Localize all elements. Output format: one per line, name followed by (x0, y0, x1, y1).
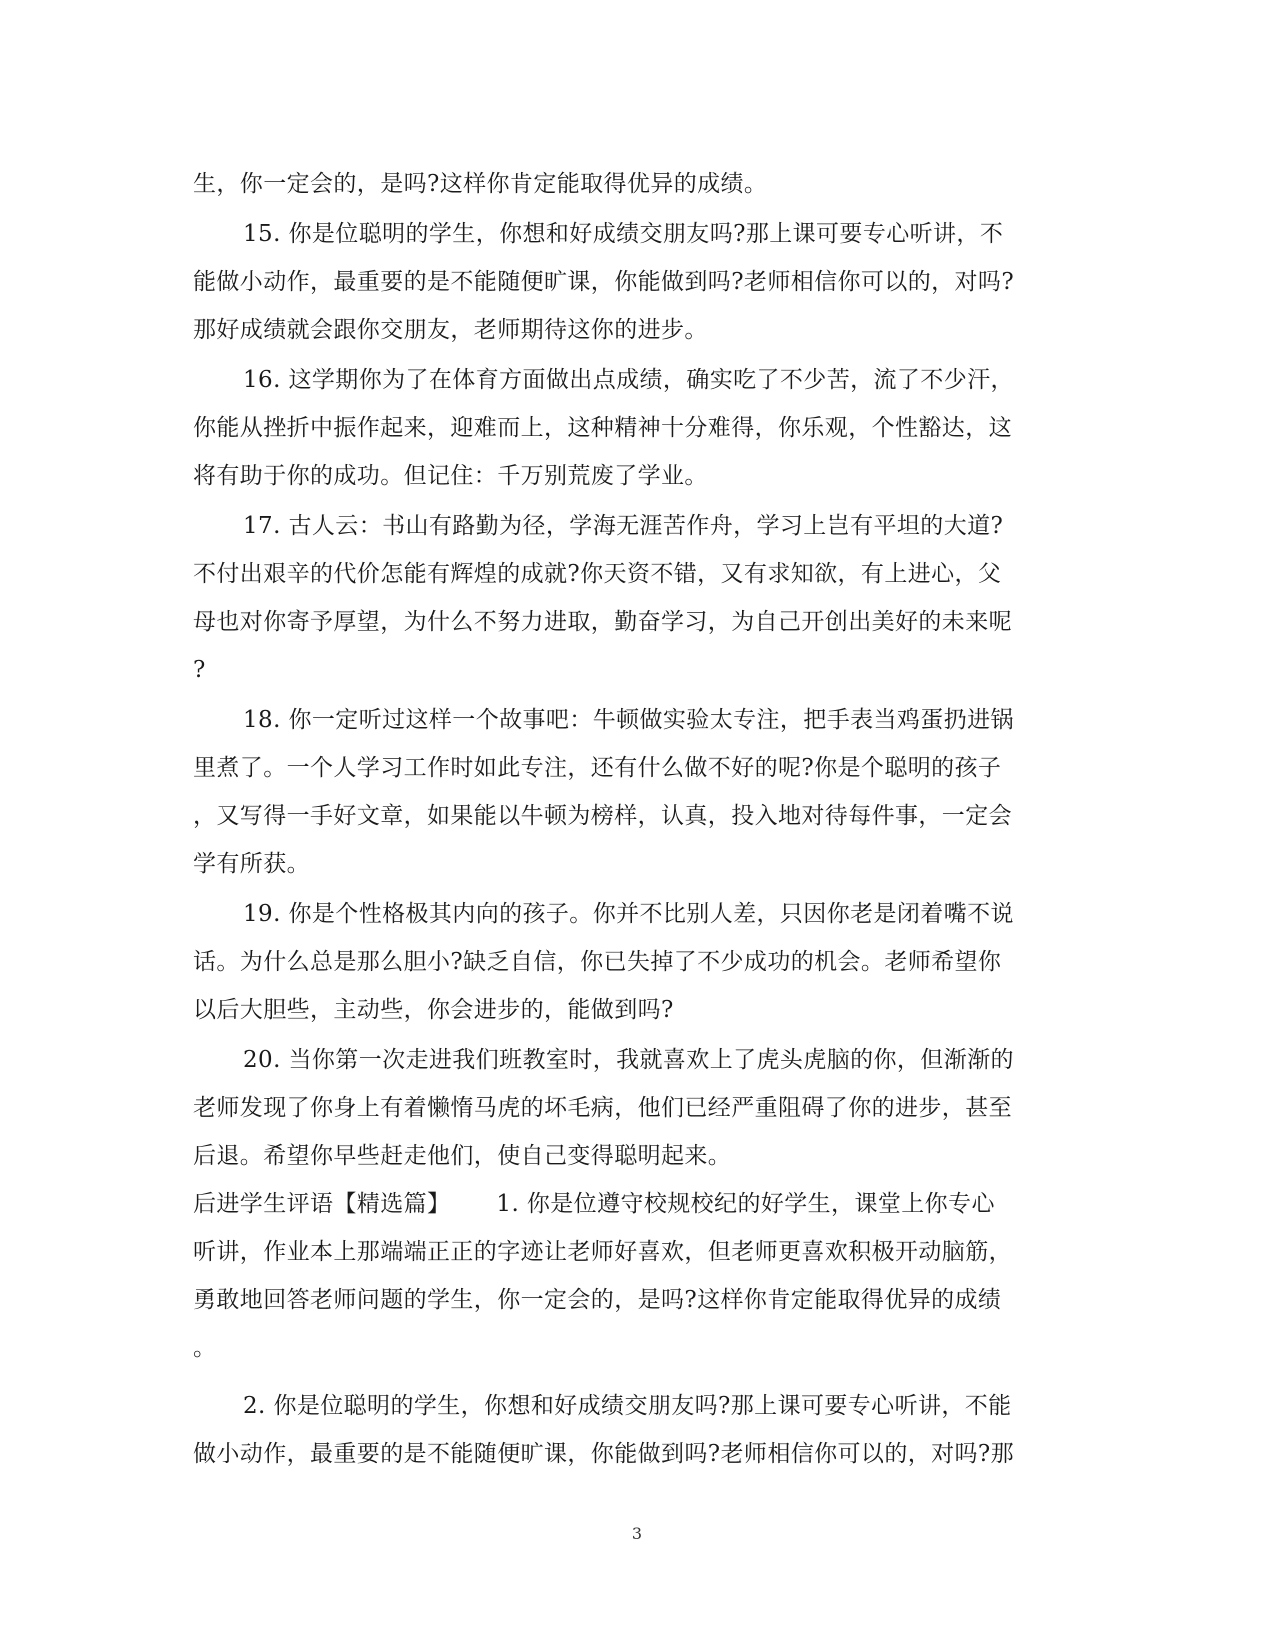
text-line: 生，你一定会的，是吗?这样你肯定能取得优异的成绩。 (193, 171, 768, 197)
document-body (193, 160, 1073, 1478)
text-line: ，又写得一手好文章，如果能以牛顿为榜样，认真，投入地对待每件事，一定会 (193, 803, 1012, 829)
text-line: 能做小动作，最重要的是不能随便旷课，你能做到吗?老师相信你可以的，对吗? (193, 269, 1015, 295)
text-line: 老师发现了你身上有着懒惰马虎的坏毛病，他们已经严重阻碍了你的进步，甚至 (193, 1095, 1012, 1121)
text-line: 听讲，作业本上那端端正正的字迹让老师好喜欢，但老师更喜欢积极开动脑筋， (193, 1239, 1012, 1265)
comment-2-line-1: 2. 你是位聪明的学生，你想和好成绩交朋友吗?那上课可要专心听讲，不能 (243, 1393, 1012, 1419)
text-line: 你能从挫折中振作起来，迎难而上，这种精神十分难得，你乐观，个性豁达，这 (193, 415, 1012, 441)
comment-16-line-1: 16. 这学期你为了在体育方面做出点成绩，确实吃了不少苦，流了不少汗， (243, 367, 1014, 393)
text-line: 里煮了。一个人学习工作时如此专注，还有什么做不好的呢?你是个聪明的孩子 (193, 755, 1002, 781)
comment-17-line-1: 17. 古人云：书山有路勤为径，学海无涯苦作舟，学习上岂有平坦的大道? (243, 513, 1004, 539)
text-line: 不付出艰辛的代价怎能有辉煌的成就?你天资不错，又有求知欲，有上进心，父 (193, 561, 1002, 587)
text-line: 。 (193, 1335, 217, 1361)
text-line: 话。为什么总是那么胆小?缺乏自信，你已失掉了不少成功的机会。老师希望你 (193, 949, 1002, 975)
text-line: 母也对你寄予厚望，为什么不努力进取，勤奋学习，为自己开创出美好的未来呢 (193, 609, 1012, 635)
comment-18-line-1: 18. 你一定听过这样一个故事吧：牛顿做实验太专注，把手表当鸡蛋扔进锅 (243, 707, 1014, 733)
comment-20-line-1: 20. 当你第一次走进我们班教室时，我就喜欢上了虎头虎脑的你，但渐渐的 (243, 1047, 1014, 1073)
text-line: 做小动作，最重要的是不能随便旷课，你能做到吗?老师相信你可以的，对吗?那 (193, 1441, 1015, 1467)
text-line: 后退。希望你早些赶走他们，使自己变得聪明起来。 (193, 1143, 732, 1169)
text-line: 那好成绩就会跟你交朋友，老师期待这你的进步。 (193, 317, 708, 343)
section-heading: 后进学生评语【精选篇】 (193, 1191, 451, 1217)
text-line: 以后大胆些，主动些，你会进步的，能做到吗? (193, 997, 674, 1023)
text-line: 将有助于你的成功。但记住：千万别荒废了学业。 (193, 463, 708, 489)
comment-15-line-1: 15. 你是位聪明的学生，你想和好成绩交朋友吗?那上课可要专心听讲，不 (243, 221, 1004, 247)
text-line: ? (193, 657, 206, 683)
comment-19-line-1: 19. 你是个性格极其内向的孩子。你并不比别人差，只因你老是闭着嘴不说 (243, 901, 1014, 927)
section-heading-line (193, 1180, 1073, 1228)
page-number: 3 (631, 1524, 643, 1543)
text-line: 勇敢地回答老师问题的学生，你一定会的，是吗?这样你肯定能取得优异的成绩 (193, 1287, 1002, 1313)
comment-1-line-1: 1. 你是位遵守校规校纪的好学生，课堂上你专心 (496, 1191, 995, 1217)
text-line: 学有所获。 (193, 851, 310, 877)
